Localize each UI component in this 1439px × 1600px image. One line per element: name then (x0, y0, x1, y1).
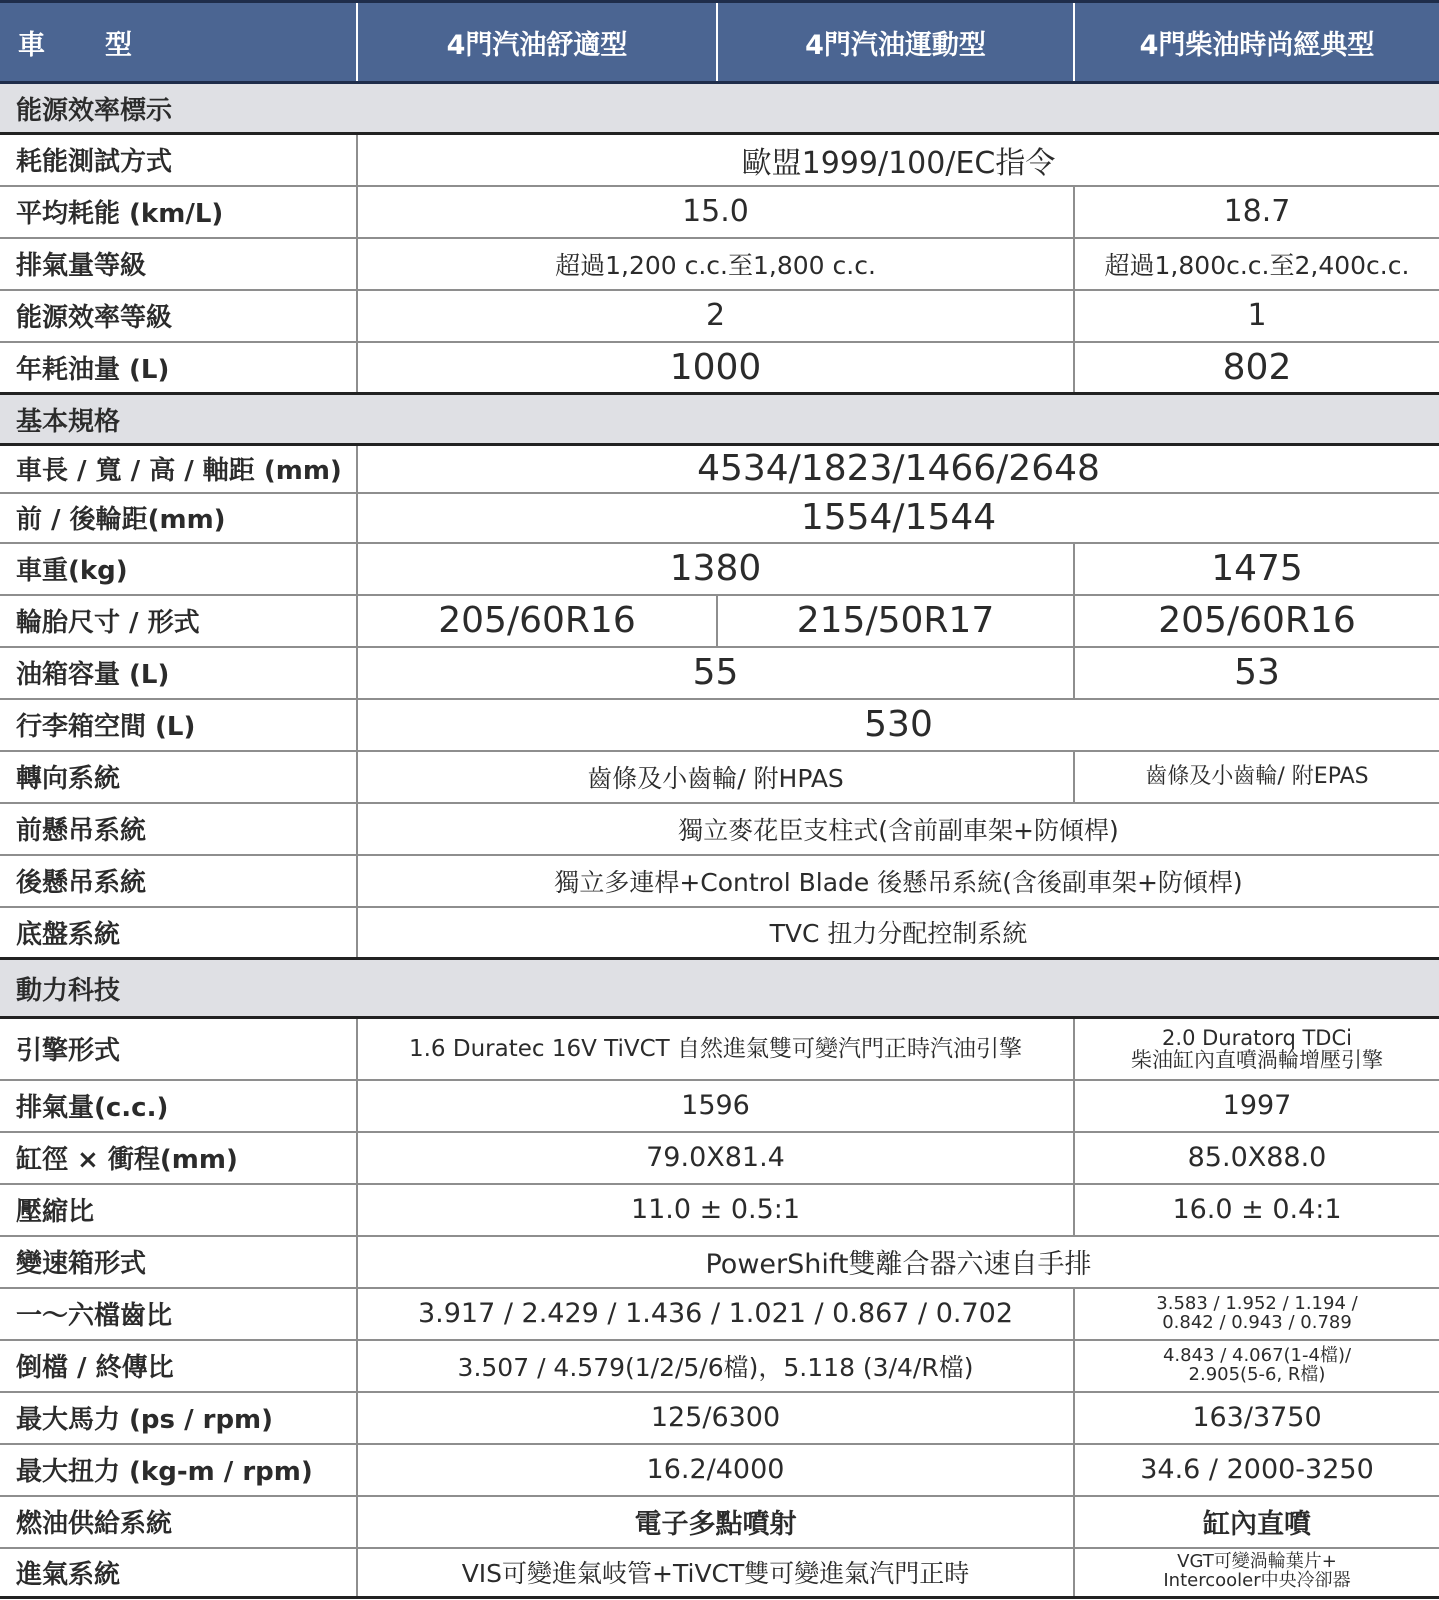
table-row (0, 134, 1439, 186)
cell-value: 1000 (357, 342, 1074, 394)
cell-value: 齒條及小齒輪/ 附EPAS (1074, 751, 1439, 803)
table-row (0, 647, 1439, 699)
cell-value: 802 (1074, 342, 1439, 394)
row-label: 平均耗能 (km/L) (0, 186, 357, 238)
table-row (0, 1288, 1439, 1340)
cell-line: 0.842 / 0.943 / 0.789 (1162, 1311, 1352, 1333)
cell-value: 1 (1074, 290, 1439, 342)
section-title: 能源效率標示 (0, 83, 1439, 134)
row-label: 排氣量等級 (0, 238, 357, 290)
cell-value: VIS可變進氣岐管+TiVCT雙可變進氣汽門正時 (357, 1548, 1074, 1598)
table-row (0, 342, 1439, 394)
row-label: 能源效率等級 (0, 290, 357, 342)
cell-value: 1.6 Duratec 16V TiVCT 自然進氣雙可變汽門正時汽油引擎 (357, 1018, 1074, 1080)
table-row (0, 186, 1439, 238)
cell-value: 1475 (1074, 543, 1439, 595)
row-label: 一～六檔齒比 (0, 1288, 357, 1340)
row-label: 年耗油量 (L) (0, 342, 357, 394)
table-row (0, 1236, 1439, 1288)
row-label: 車重(kg) (0, 543, 357, 595)
table-row (0, 803, 1439, 855)
header-col-diesel: 4門柴油時尚經典型 (1074, 2, 1439, 83)
cell-value: 530 (357, 699, 1439, 751)
row-label: 最大馬力 (ps / rpm) (0, 1392, 357, 1444)
cell-value: 205/60R16 (357, 595, 717, 647)
row-label: 耗能測試方式 (0, 134, 357, 186)
cell-value (1074, 1288, 1439, 1340)
table-row (0, 1392, 1439, 1444)
cell-value: 163/3750 (1074, 1392, 1439, 1444)
section-title: 動力科技 (0, 959, 1439, 1018)
table-row (0, 1340, 1439, 1392)
row-label: 倒檔 / 終傳比 (0, 1340, 357, 1392)
table-row (0, 595, 1439, 647)
table-row (0, 907, 1439, 959)
cell-value: 缸內直噴 (1074, 1496, 1439, 1548)
cell-value: 1554/1544 (357, 493, 1439, 543)
table-row (0, 1018, 1439, 1080)
table-row (0, 543, 1439, 595)
row-label: 排氣量(c.c.) (0, 1080, 357, 1132)
cell-value: 15.0 (357, 186, 1074, 238)
table-row (0, 1496, 1439, 1548)
cell-value: 歐盟1999/100/EC指令 (357, 134, 1439, 186)
table-row (0, 1444, 1439, 1496)
header-col-comfort: 4門汽油舒適型 (357, 2, 717, 83)
row-label: 轉向系統 (0, 751, 357, 803)
cell-value: PowerShift雙離合器六速自手排 (357, 1236, 1439, 1288)
row-label: 燃油供給系統 (0, 1496, 357, 1548)
cell-line: Intercooler中央冷卻器 (1163, 1570, 1351, 1592)
cell-value: 電子多點噴射 (357, 1496, 1074, 1548)
row-label: 底盤系統 (0, 907, 357, 959)
header-row (0, 2, 1439, 83)
table-row (0, 1080, 1439, 1132)
cell-value: 獨立麥花臣支柱式(含前副車架+防傾桿) (357, 803, 1439, 855)
cell-value: TVC 扭力分配控制系統 (357, 907, 1439, 959)
table-row (0, 238, 1439, 290)
row-label: 變速箱形式 (0, 1236, 357, 1288)
section-power (0, 959, 1439, 1018)
cell-value: 齒條及小齒輪/ 附HPAS (357, 751, 1074, 803)
cell-value: 2 (357, 290, 1074, 342)
row-label: 缸徑 × 衝程(mm) (0, 1132, 357, 1184)
cell-value: 1380 (357, 543, 1074, 595)
row-label: 最大扭力 (kg-m / rpm) (0, 1444, 357, 1496)
cell-value: 超過1,200 c.c.至1,800 c.c. (357, 238, 1074, 290)
cell-value: 215/50R17 (717, 595, 1074, 647)
table-row (0, 1184, 1439, 1236)
cell-value: 85.0X88.0 (1074, 1132, 1439, 1184)
row-label: 引擎形式 (0, 1018, 357, 1080)
cell-value: 4534/1823/1466/2648 (357, 445, 1439, 493)
table-row (0, 699, 1439, 751)
cell-line: 4.843 / 4.067(1-4檔)/ (1162, 1344, 1352, 1366)
cell-value: 3.917 / 2.429 / 1.436 / 1.021 / 0.867 / 0.702 (357, 1288, 1074, 1340)
cell-value: 79.0X81.4 (357, 1132, 1074, 1184)
cell-line: 2.905(5-6, R檔) (1188, 1363, 1326, 1385)
row-label: 進氣系統 (0, 1548, 357, 1598)
table-row (0, 751, 1439, 803)
table-row (0, 855, 1439, 907)
row-label: 前 / 後輪距(mm) (0, 493, 357, 543)
cell-value: 125/6300 (357, 1392, 1074, 1444)
cell-value: 34.6 / 2000-3250 (1074, 1444, 1439, 1496)
header-col-sport: 4門汽油運動型 (717, 2, 1074, 83)
row-label: 車長 / 寬 / 高 / 軸距 (mm) (0, 445, 357, 493)
row-label: 油箱容量 (L) (0, 647, 357, 699)
cell-value: 18.7 (1074, 186, 1439, 238)
section-title: 基本規格 (0, 394, 1439, 445)
table-row (0, 493, 1439, 543)
table-row (0, 1132, 1439, 1184)
row-label: 輪胎尺寸 / 形式 (0, 595, 357, 647)
cell-value: 3.507 / 4.579(1/2/5/6檔)，5.118 (3/4/R檔) (357, 1340, 1074, 1392)
section-energy (0, 83, 1439, 134)
row-label: 行李箱空間 (L) (0, 699, 357, 751)
cell-value (1074, 1548, 1439, 1598)
row-label: 後懸吊系統 (0, 855, 357, 907)
cell-value: 1997 (1074, 1080, 1439, 1132)
table-row (0, 1548, 1439, 1598)
section-basic (0, 394, 1439, 445)
cell-value: 1596 (357, 1080, 1074, 1132)
cell-line: VGT可變渦輪葉片+ (1177, 1551, 1337, 1573)
cell-line: 2.0 Duratorq TDCi (1162, 1025, 1352, 1050)
cell-value: 16.2/4000 (357, 1444, 1074, 1496)
table-row (0, 290, 1439, 342)
cell-value: 11.0 ± 0.5:1 (357, 1184, 1074, 1236)
header-model-label: 車 型 (0, 2, 357, 83)
cell-value: 超過1,800c.c.至2,400c.c. (1074, 238, 1439, 290)
cell-value: 205/60R16 (1074, 595, 1439, 647)
cell-line: 柴油缸內直噴渦輪增壓引擎 (1131, 1047, 1383, 1072)
cell-value: 53 (1074, 647, 1439, 699)
row-label: 壓縮比 (0, 1184, 357, 1236)
table-row (0, 445, 1439, 493)
row-label: 前懸吊系統 (0, 803, 357, 855)
cell-value: 55 (357, 647, 1074, 699)
cell-value (1074, 1018, 1439, 1080)
cell-value (1074, 1340, 1439, 1392)
cell-line: 3.583 / 1.952 / 1.194 / (1156, 1292, 1358, 1314)
cell-value: 16.0 ± 0.4:1 (1074, 1184, 1439, 1236)
cell-value: 獨立多連桿+Control Blade 後懸吊系統(含後副車架+防傾桿) (357, 855, 1439, 907)
